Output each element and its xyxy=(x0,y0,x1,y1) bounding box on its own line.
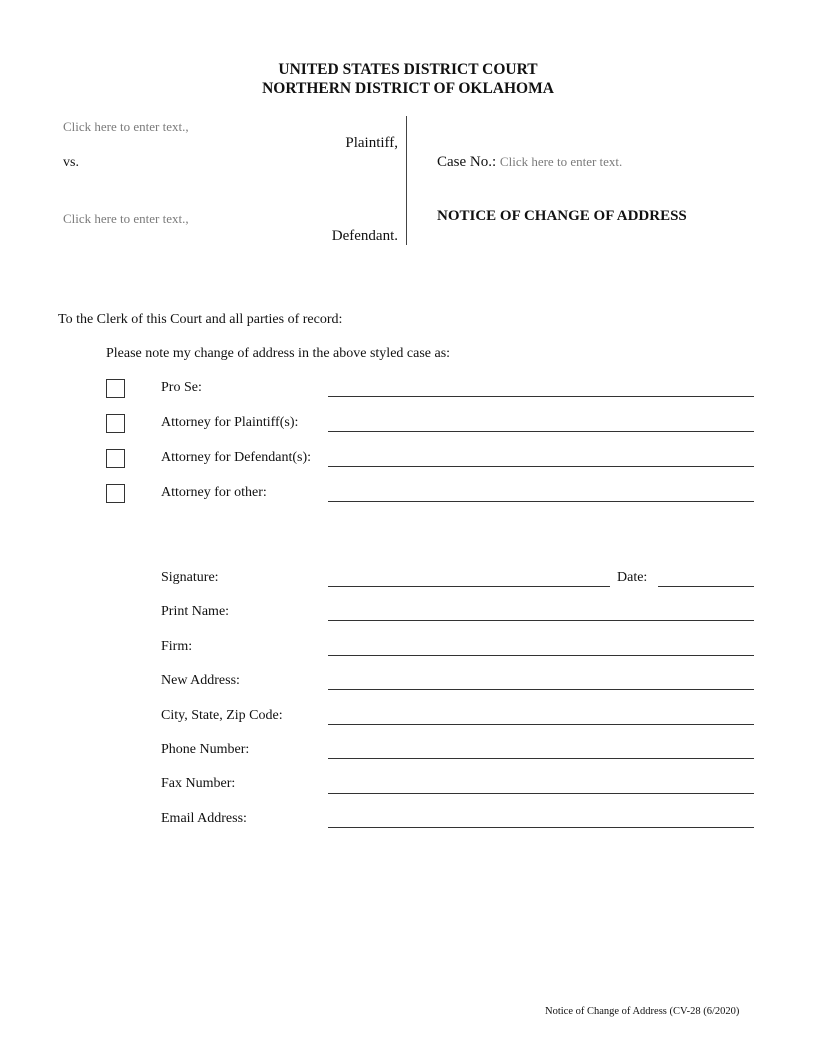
phone-field[interactable] xyxy=(328,758,754,759)
role-label: Attorney for other: xyxy=(161,485,267,500)
attorney-other-field[interactable] xyxy=(328,501,754,502)
new-address-field[interactable] xyxy=(328,689,754,690)
field-label: Email Address: xyxy=(161,811,247,826)
date-label: Date: xyxy=(617,570,648,585)
attorney-defendant-field[interactable] xyxy=(328,466,754,467)
field-label: City, State, Zip Code: xyxy=(161,708,283,723)
vs-label: vs. xyxy=(63,155,79,170)
case-number-row xyxy=(437,154,622,171)
field-label: New Address: xyxy=(161,673,240,688)
document-title: NOTICE OF CHANGE OF ADDRESS xyxy=(437,208,687,224)
signature-label: Signature: xyxy=(161,570,219,585)
defendant-input[interactable]: Click here to enter text., xyxy=(63,211,189,226)
firm-field[interactable] xyxy=(328,655,754,656)
role-label: Pro Se: xyxy=(161,380,202,395)
district-name: NORTHERN DISTRICT OF OKLAHOMA xyxy=(262,80,554,97)
defendant-label: Defendant. xyxy=(331,228,398,244)
field-label: Firm: xyxy=(161,639,193,654)
court-name: UNITED STATES DISTRICT COURT xyxy=(278,61,538,78)
case-number-label: Case No.: xyxy=(437,154,497,170)
caption-divider xyxy=(406,116,407,245)
print-name-field[interactable] xyxy=(328,620,754,621)
field-label: Print Name: xyxy=(161,604,230,619)
attorney-plaintiff-checkbox[interactable] xyxy=(106,414,125,433)
pro-se-checkbox[interactable] xyxy=(106,379,125,398)
salutation: To the Clerk of this Court and all parties of record: xyxy=(58,312,343,327)
attorney-plaintiff-field[interactable] xyxy=(328,431,754,432)
intro-text: Please note my change of address in the above styled case as: xyxy=(106,346,451,361)
role-label: Attorney for Plaintiff(s): xyxy=(161,415,299,430)
date-field[interactable] xyxy=(658,586,754,587)
plaintiff-input[interactable]: Click here to enter text., xyxy=(63,119,189,134)
fax-field[interactable] xyxy=(328,793,754,794)
case-number-input[interactable]: Click here to enter text. xyxy=(499,154,623,169)
plaintiff-label: Plaintiff, xyxy=(345,135,398,151)
signature-field[interactable] xyxy=(328,586,610,587)
email-field[interactable] xyxy=(328,827,754,828)
attorney-defendant-checkbox[interactable] xyxy=(106,449,125,468)
city-state-zip-field[interactable] xyxy=(328,724,754,725)
attorney-other-checkbox[interactable] xyxy=(106,484,125,503)
role-label: Attorney for Defendant(s): xyxy=(161,450,312,465)
footer: Notice of Change of Address (CV-28 (6/2020) xyxy=(545,1006,740,1017)
pro-se-field[interactable] xyxy=(328,396,754,397)
field-label: Phone Number: xyxy=(161,742,250,757)
field-label: Fax Number: xyxy=(161,776,236,791)
